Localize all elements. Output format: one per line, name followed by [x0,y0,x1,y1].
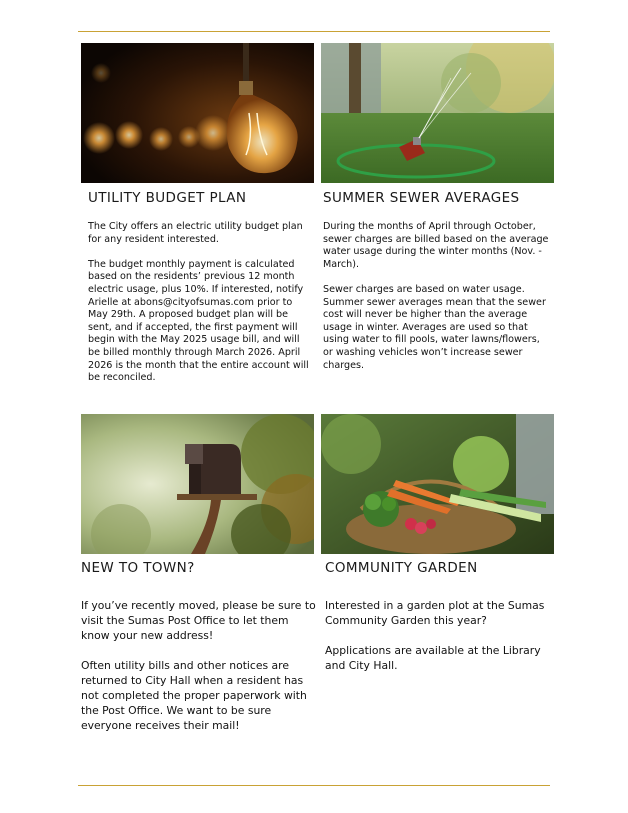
utility-budget-text [88,221,310,397]
new-to-town-paragraph: Often utility bills and other notices are returned to City Hall when a resident has not completed the proper paperwork with the Post Office. We want to be sure everyone receives their mail! [81,659,307,732]
utility-budget-heading: UTILITY BUDGET PLAN [88,190,247,206]
new-to-town-paragraph: If you’ve recently moved, please be sure to visit the Sumas Post Office to let them know your new address! [81,599,316,642]
utility-paragraph: The budget monthly payment is calculated based on the residents’ previous 12 month electric usage, plus 10%. If interested, notify Arielle at abons@cityofsumas.com prior to May 29th. A proposed budget plan will be sent, and if accepted, the first payment will begin with the May 2025 usage bill, and will be billed monthly through March 2026. April 2026 is the month that the entire account will be reconciled. [88,258,309,384]
edison-bulbs-photo [81,43,314,183]
garden-paragraph: Interested in a garden plot at the Sumas Community Garden this year? [325,599,545,627]
mailbox-photo [81,414,314,554]
vegetable-basket-photo [321,414,554,554]
garden-paragraph: Applications are available at the Library and City Hall. [325,644,541,672]
sewer-paragraph: During the months of April through October, sewer charges are billed based on the average water usage during the winter months (Nov. - March). [323,221,549,270]
bottom-divider [78,785,550,786]
summer-sewer-text [323,221,551,385]
summer-sewer-heading: SUMMER SEWER AVERAGES [323,190,520,206]
lawn-sprinkler-photo [321,43,554,183]
utility-paragraph: The City offers an electric utility budget plan for any resident interested. [88,221,303,245]
sewer-paragraph: Sewer charges are based on water usage. Summer sewer averages mean that the sewer cost will never be higher than the average usage in winter. Averages are used so that using water to fill pools, water lawns/flowers, or washing vehicles won’t increase sewer charges. [323,283,546,371]
community-garden-text [325,598,555,688]
top-divider [78,31,550,32]
new-to-town-heading: NEW TO TOWN? [81,560,195,576]
community-garden-heading: COMMUNITY GARDEN [325,560,478,576]
new-to-town-text [81,598,317,748]
